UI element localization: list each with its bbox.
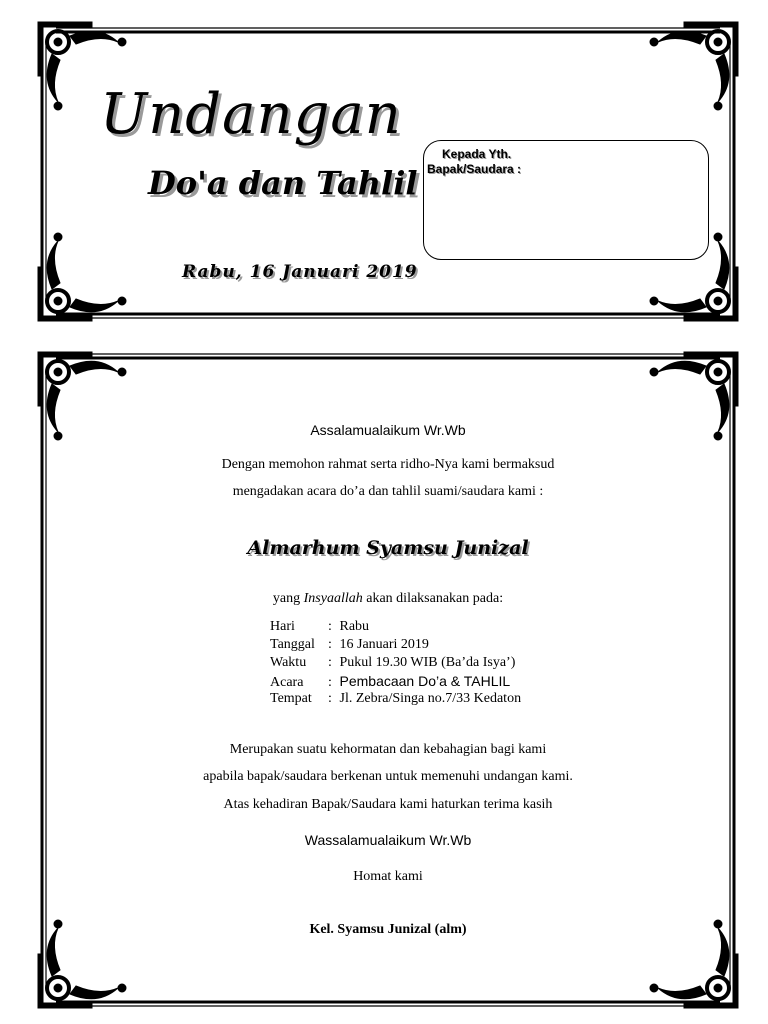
schedule-suffix: akan dilaksanakan pada:	[366, 591, 504, 606]
signature: Kel. Syamsu Junizal (alm)	[309, 922, 467, 937]
corner-ornament-icon	[38, 233, 126, 321]
detail-row-date: Tanggal : 16 Januari 2019	[270, 637, 429, 652]
invitation-subtitle: Do'a dan Tahlil	[148, 164, 418, 202]
invitation-title: Undangan	[100, 82, 402, 147]
corner-ornament-icon	[650, 22, 738, 110]
deceased-name: Almarhum Syamsu Junizal	[247, 537, 529, 559]
recipient-label: Bapak/Saudara :	[427, 162, 522, 176]
recipient-address-box	[423, 140, 709, 260]
invitation-letter	[36, 350, 740, 1010]
schedule-italic: Insyaallah	[303, 591, 363, 606]
closing-line-3: Atas kehadiran Bapak/Saudara kami haturkan terima kasih	[223, 797, 553, 812]
recipient-salutation: Kepada Yth.	[442, 147, 512, 161]
schedule-intro	[36, 591, 740, 607]
detail-row-day: Hari : Rabu	[270, 619, 370, 634]
intro-line-1: Dengan memohon rahmat serta ridho-Nya kami bermaksud	[221, 457, 555, 472]
intro-line-2: mengadakan acara do’a dan tahlil suami/saudara kami :	[232, 484, 544, 499]
regards-text: Homat kami	[353, 869, 423, 884]
event-details	[270, 618, 521, 708]
opening-greeting: Assalamualaikum Wr.Wb	[310, 422, 466, 438]
closing-greeting: Wassalamualaikum Wr.Wb	[304, 832, 472, 848]
detail-row-place: Tempat : Jl. Zebra/Singa no.7/33 Kedaton	[270, 691, 522, 706]
detail-row-event: Acara : Pembacaan Do’a & TAHLIL	[270, 673, 511, 690]
schedule-prefix: yang	[272, 591, 301, 606]
closing-line-2: apabila bapak/saudara berkenan untuk memenuhi undangan kami.	[203, 769, 573, 784]
event-date: Rabu, 16 Januari 2019	[182, 262, 418, 282]
invitation-cover	[36, 20, 740, 323]
closing-line-1: Merupakan suatu kehormatan dan kebahagian bagi kami	[229, 742, 547, 757]
detail-row-time: Waktu : Pukul 19.30 WIB (Ba’da Isya’)	[270, 655, 516, 670]
